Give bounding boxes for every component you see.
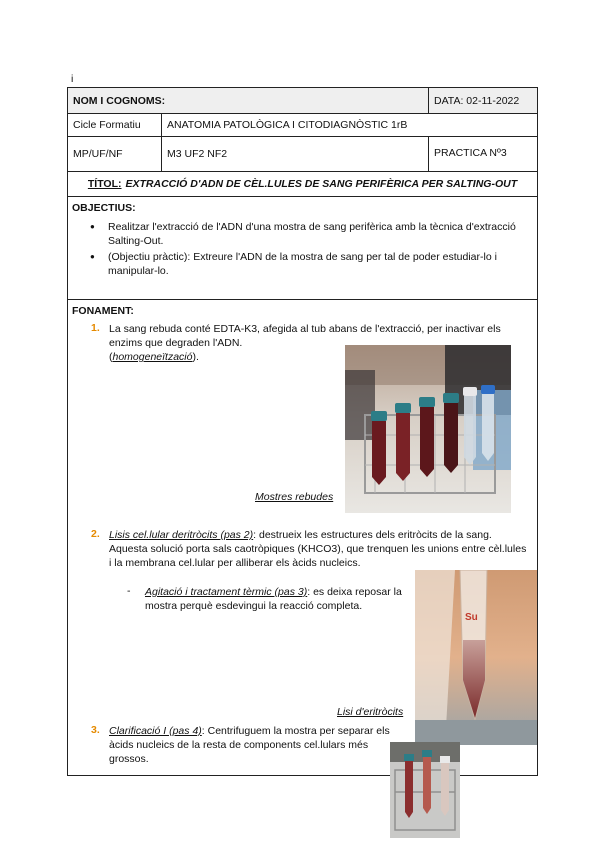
module-value-cell — [161, 136, 429, 172]
practice-label: PRACTICA Nº3 — [434, 147, 507, 159]
date-cell — [428, 87, 538, 114]
received-samples-photo — [345, 345, 511, 513]
cycle-label: Cicle Formatiu — [73, 119, 141, 131]
title-prefix: TÍTOL: — [87, 178, 122, 190]
step1-note — [109, 350, 199, 364]
title-cell — [67, 171, 538, 197]
cycle-label-cell — [67, 113, 162, 137]
clarification-link[interactable]: Clarificació I (pas 4) — [109, 725, 202, 737]
name-label: NOM I COGNOMS: — [73, 94, 166, 107]
step3-text: : Centrifuguem la mostra per separar els àcids nucleics de la resta de components cel.lulars més grossos. — [109, 725, 390, 765]
step3-number: 3. — [91, 724, 100, 736]
name-label-cell — [67, 87, 429, 114]
title-text: EXTRACCIÓ D'ADN DE CÈL.LULES DE SANG PERIFÈRICA PER SALTING-OUT — [125, 178, 518, 190]
svg-text:Su: Su — [465, 612, 478, 623]
agitation-link[interactable]: Agitació i tractament tèrmic (pas 3) — [145, 586, 308, 598]
practice-cell — [428, 136, 538, 172]
received-samples-caption: Mostres rebudes — [255, 491, 334, 503]
objective-item: ● Realitzar l'extracció de l'ADN d'una mostra de sang perifèrica amb la tècnica d'extracció Salting-Out. — [90, 220, 530, 248]
step2-number: 2. — [91, 528, 100, 540]
step2-text: : destrueix les estructures dels eritròcits de la sang. Aquesta solució porta sals caotròpiques (KHCO3), que trenquen les unions entre cèl.lules i la membrana cel.lular per alliberar els àcids nucleics. — [109, 529, 527, 569]
lysis-caption: Lisi d'eritròcits — [337, 706, 404, 718]
date-label: DATA: 02-11-2022 — [434, 94, 520, 107]
step1-number: 1. — [91, 322, 100, 334]
step2-sub-paragraph — [145, 585, 410, 613]
objectives-heading: OBJECTIUS: — [72, 202, 136, 214]
step2-sub-text: : es deixa reposar la mostra perquè esdevingui la reacció completa. — [145, 586, 402, 612]
cycle-value: ANATOMIA PATOLÒGICA I CITODIAGNÒSTIC 1rB — [167, 119, 408, 131]
cycle-value-cell — [161, 113, 538, 137]
step2-paragraph — [109, 528, 529, 570]
lysis-link[interactable]: Lisis cel.lular deritròcits (pas 2) — [109, 529, 254, 541]
stray-mark: i — [71, 73, 74, 85]
sub-dash: - — [127, 585, 131, 597]
module-label: MP/UF/NF — [73, 148, 123, 160]
objective-item: ● (Objectiu pràctic): Extreure l'ADN de la mostra de sang per tal de poder estudiar-lo i manipular-lo. — [90, 250, 530, 278]
objectives-list — [90, 220, 530, 280]
homogenization-link[interactable]: homogeneïtzació — [112, 351, 193, 363]
step1-text: La sang rebuda conté EDTA-K3, afegida al tub abans de l'extracció, per inactivar els enzims que degraden l'ADN. — [109, 323, 501, 349]
lysis-photo — [415, 570, 537, 745]
step3-paragraph — [109, 724, 409, 766]
paren-close: ). — [192, 351, 199, 363]
fonament-heading: FONAMENT: — [72, 305, 134, 317]
module-value: M3 UF2 NF2 — [167, 148, 228, 160]
module-label-cell — [67, 136, 162, 172]
paren-open: ( — [109, 351, 113, 363]
centrifuge-photo — [390, 742, 460, 838]
